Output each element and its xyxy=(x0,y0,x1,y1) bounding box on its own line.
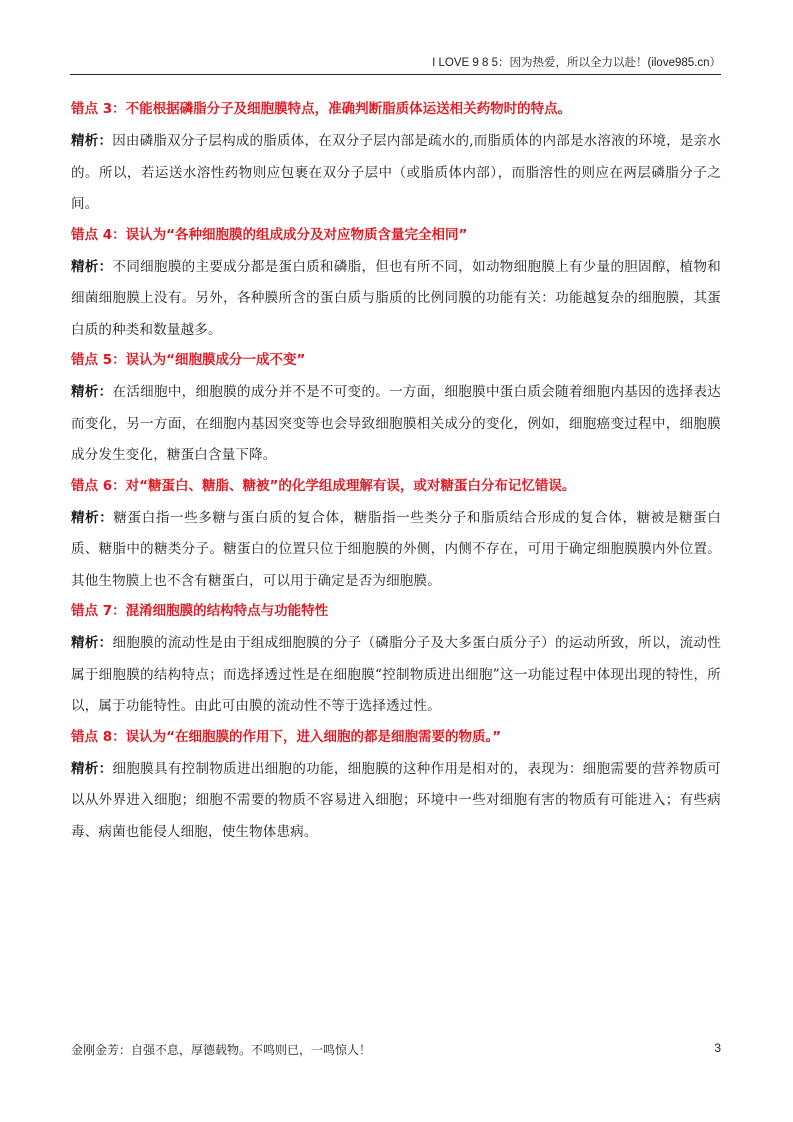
error-point-5 xyxy=(71,349,721,472)
analysis-label: 精析： xyxy=(71,384,113,400)
error-point-title: 错点 8：误认为“在细胞膜的作用下，进入细胞的都是细胞需要的物质。” xyxy=(71,728,502,745)
error-point-7 xyxy=(71,600,721,723)
analysis-label: 精析： xyxy=(71,760,113,777)
analysis-label: 精析： xyxy=(71,635,113,651)
error-point-title: 错点 3：不能根据磷脂分子及细胞膜特点，准确判断脂质体运送相关药物时的特点。 xyxy=(71,101,572,117)
header-text: I LOVE 9 8 5：因为热爱，所以全力以赴！(ilove985.cn） xyxy=(432,57,721,69)
error-point-analysis xyxy=(71,754,721,849)
error-point-title: 错点 7：混淆细胞膜的结构特点与功能特性 xyxy=(71,603,329,619)
analysis-label: 精析： xyxy=(71,509,114,526)
analysis-text: 不同细胞膜的主要成分都是蛋白质和磷脂，但也有所不同，如动物细胞膜上有少量的胆固醇，植物和细菌细胞膜上没有。另外，各种膜所含的蛋白质与脂质的比例同膜的功能有关：功能越复杂的细胞膜，其蛋白质的种类和数量越多。 xyxy=(71,258,721,338)
page-header xyxy=(70,56,721,75)
error-point-analysis xyxy=(71,252,721,347)
error-point-title: 错点 4：误认为“各种细胞膜的组成成分及对应物质含量完全相同” xyxy=(71,226,468,243)
error-point-4 xyxy=(71,224,721,347)
error-point-analysis xyxy=(71,628,721,723)
error-point-8 xyxy=(71,726,721,849)
analysis-label: 精析： xyxy=(71,258,113,275)
analysis-text: 在活细胞中，细胞膜的成分并不是不可变的。一方面，细胞膜中蛋白质会随着细胞内基因的选择表达而变化，另一方面，在细胞内基因突变等也会导致细胞膜相关成分的变化，例如，细胞癌变过程中，细胞膜成分发生变化，糖蛋白含量下降。 xyxy=(71,384,721,463)
error-point-analysis xyxy=(71,126,721,221)
analysis-label: 精析： xyxy=(71,133,113,149)
error-point-6 xyxy=(71,475,721,598)
document-content xyxy=(71,98,721,851)
error-point-title: 错点 5：误认为“细胞膜成分一成不变” xyxy=(71,352,306,368)
page-footer xyxy=(71,1041,721,1058)
analysis-text: 细胞膜具有控制物质进出细胞的功能，细胞膜的这种作用是相对的，表现为：细胞需要的营养物质可以从外界进入细胞；细胞不需要的物质不容易进入细胞；环境中一些对细胞有害的物质有可能进入；有些病毒、病菌也能侵人细胞，使生物体患病。 xyxy=(71,760,721,840)
analysis-text: 细胞膜的流动性是由于组成细胞膜的分子（磷脂分子及大多蛋白质分子）的运动所致，所以，流动性属于细胞膜的结构特点；而选择透过性是在细胞膜“控制物质进出细胞”这一功能过程中体现出现的特性，所以，属于功能特性。由此可由膜的流动性不等于选择透过性。 xyxy=(71,635,721,714)
error-point-analysis xyxy=(71,377,721,472)
error-point-title: 错点 6：对“糖蛋白、糖脂、糖被”的化学组成理解有误，或对糖蛋白分布记忆错误。 xyxy=(71,477,576,494)
analysis-text: 因由磷脂双分子层构成的脂质体，在双分子层内部是疏水的,而脂质体的内部是水溶液的环境，是亲水的。所以，若运送水溶性药物则应包裹在双分子层中（或脂质体内部），而脂溶性的则应在两层磷脂分子之间。 xyxy=(71,133,721,212)
error-point-analysis xyxy=(71,503,721,598)
page-number: 3 xyxy=(714,1041,721,1055)
footer-motto: 金刚金芳：自强不息，厚德载物。不鸣则已，一鸣惊人！ xyxy=(71,1043,372,1057)
error-point-3 xyxy=(71,98,721,221)
analysis-text: 糖蛋白指一些多糖与蛋白质的复合体，糖脂指一些类分子和脂质结合形成的复合体，糖被是糖蛋白质、糖脂中的糖类分子。糖蛋白的位置只位于细胞膜的外侧，内侧不存在，可用于确定细胞膜膜内外位置。其他生物膜上也不含有糖蛋白，可以用于确定是否为细胞膜。 xyxy=(71,509,721,589)
